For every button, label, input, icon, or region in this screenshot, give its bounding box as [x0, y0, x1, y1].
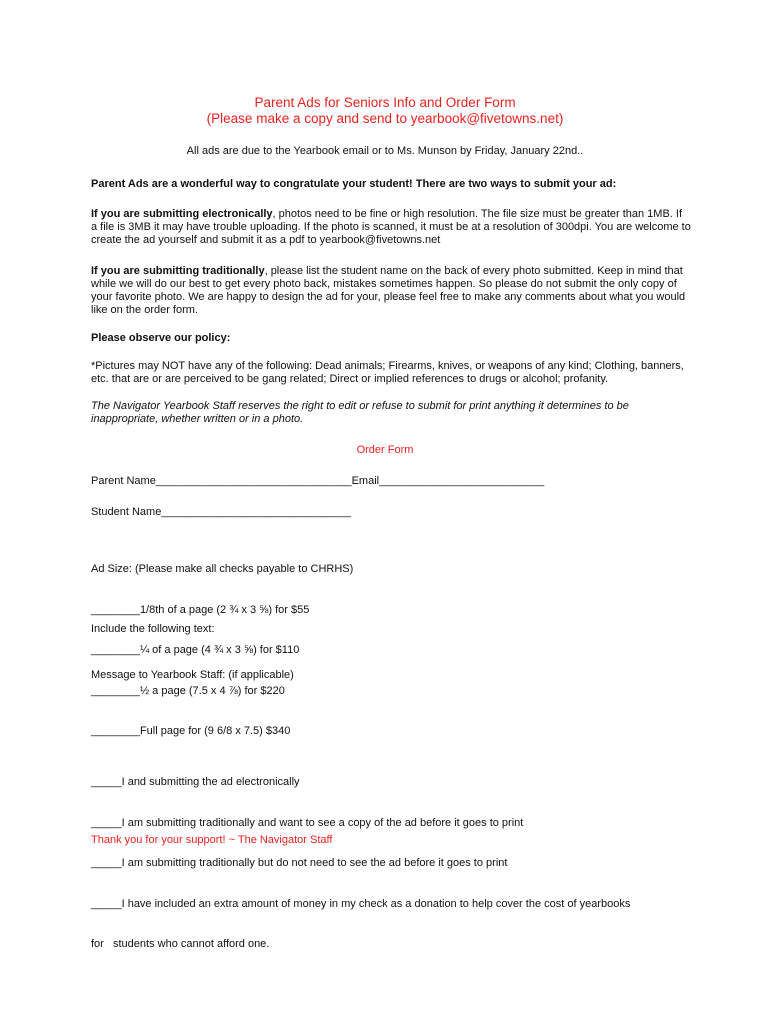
checklist-item[interactable]: _____I and submitting the ad electronically — [91, 776, 300, 788]
policy-text: *Pictures may NOT have any of the following: Dead animals; Firearms, knives, or weapons of any kind; Clothing, banners, etc. that are or are perceived to be gang related; Direct or implied references to drugs or alcohol; profanity. — [91, 360, 684, 385]
ad-size-option[interactable]: ________½ a page (7.5 x 4 ⅞) for $220 — [91, 684, 285, 697]
electronic-submission-paragraph — [91, 208, 691, 247]
include-text-label: Include the following text: — [91, 623, 215, 635]
form-title: Parent Ads for Seniors Info and Order Form — [254, 95, 516, 110]
ad-size-option[interactable]: ________Full page for (9 6/8 x 7.5) $340 — [91, 725, 291, 737]
student-name-line[interactable]: Student Name_______________________________ — [91, 506, 351, 518]
ad-size-option[interactable]: ________1/8th of a page (2 ¾ x 3 ⅝) for $55 — [91, 603, 310, 616]
checklist-item[interactable]: _____I have included an extra amount of money in my check as a donation to help cover the cost of yearbooks — [91, 897, 631, 910]
electronic-body: , photos need to be fine or high resolution. The file size must be greater than 1MB. If a file is 3MB it may have trouble uploading. If the photo is scanned, it must be at a resolution of 300dpi. You are welcome to create the ad yourself and submit it as a pdf to yearbook@fivetowns.net — [91, 208, 691, 246]
parent-name-email-line[interactable]: Parent Name________________________________Email___________________________ — [91, 475, 545, 487]
thank-you-note: Thank you for your support! ~ The Navigator Staff — [91, 834, 333, 846]
ad-size-heading: Ad Size: (Please make all checks payable to CHRHS) — [91, 563, 354, 575]
ad-size-option[interactable]: ________¼ of a page (4 ¾ x 3 ⅝) for $110 — [91, 644, 300, 656]
form-subtitle: (Please make a copy and send to yearbook@fivetowns.net) — [206, 111, 564, 126]
submission-checklist — [91, 749, 630, 979]
due-date-note: All ads are due to the Yearbook email or to Ms. Munson by Friday, January 22nd.. — [186, 145, 584, 157]
ad-size-section — [91, 536, 353, 766]
checklist-item-continuation: for students who cannot afford one. — [91, 938, 270, 950]
navigator-disclaimer: The Navigator Yearbook Staff reserves the right to edit or refuse to submit for print anything it determines to be inappropriate, whether written or in a photo. — [91, 400, 629, 425]
traditional-submission-paragraph — [91, 265, 691, 317]
checklist-item[interactable]: _____I am submitting traditionally but do not need to see the ad before it goes to print — [91, 857, 508, 869]
policy-heading: Please observe our policy: — [91, 332, 231, 344]
checklist-item[interactable]: _____I am submitting traditionally and want to see a copy of the ad before it goes to print — [91, 816, 524, 829]
traditional-body: , please list the student name on the back of every photo submitted. Keep in mind that while we will do our best to get every photo back, mistakes sometimes happen. So please do not submit the only copy of your favorite photo. We are happy to design the ad for your, please feel free to make any comments about what you would like on the order form. — [91, 265, 686, 316]
traditional-lead: If you are submitting traditionally — [91, 265, 265, 277]
electronic-lead: If you are submitting electronically — [91, 208, 273, 220]
order-form-heading: Order Form — [356, 444, 414, 456]
message-label: Message to Yearbook Staff: (if applicable) — [91, 669, 294, 681]
intro-text: Parent Ads are a wonderful way to congratulate your student! There are two ways to submit your ad: — [91, 178, 617, 190]
